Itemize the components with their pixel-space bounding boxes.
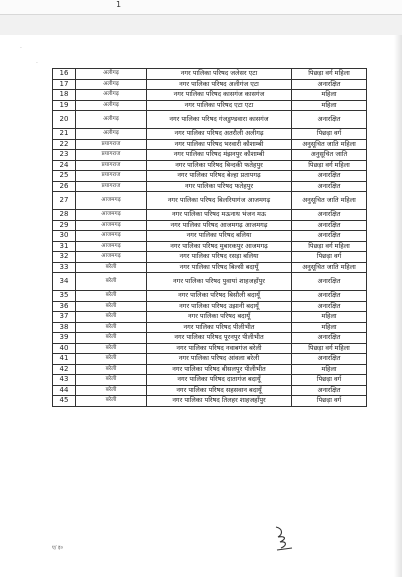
municipal-body-cell: नगर पालिका परिषद पीलीभीत	[147, 322, 292, 333]
reservation-category-cell: महिला	[292, 90, 367, 101]
table-row	[53, 354, 367, 365]
district-cell: बरेली	[76, 333, 147, 344]
scan-speck: ·	[20, 45, 22, 52]
row-number: 44	[53, 385, 76, 396]
district-cell: बरेली	[76, 354, 147, 365]
municipal-body-cell: नगर पालिका परिषद तिलहर शाहजहाँपुर	[147, 396, 292, 407]
table-row	[53, 252, 367, 263]
district-cell: आजमगढ़	[76, 252, 147, 263]
reservation-category-cell: अनारक्षित	[292, 79, 367, 90]
signature-mark	[270, 523, 300, 553]
municipal-body-cell: नगर पालिका परिषद बिसौली बदायूँ	[147, 291, 292, 302]
reservation-category-cell: अनारक्षित	[292, 291, 367, 302]
district-cell: आजमगढ़	[76, 210, 147, 221]
row-number: 39	[53, 333, 76, 344]
district-cell: बरेली	[76, 385, 147, 396]
table-row	[53, 273, 367, 291]
reservation-category-cell: पिछड़ा वर्ग महिला	[292, 69, 367, 80]
table-row	[53, 262, 367, 273]
reservation-category-cell: पिछड़ा वर्ग महिला	[292, 343, 367, 354]
district-cell: बरेली	[76, 343, 147, 354]
district-cell: आजमगढ़	[76, 192, 147, 210]
reservation-category-cell: अनारक्षित	[292, 273, 367, 291]
table-row	[53, 301, 367, 312]
district-cell: प्रयागराज	[76, 171, 147, 182]
district-cell: अलीगढ़	[76, 90, 147, 101]
municipal-body-cell: नगर पालिका परिषद जलेसर एटा	[147, 69, 292, 80]
district-cell: बरेली	[76, 322, 147, 333]
municipal-body-cell: नगर पालिका परिषद सहसवान बदायूँ	[147, 385, 292, 396]
reservation-category-cell: अनुसूचित जाति महिला	[292, 192, 367, 210]
row-number: 33	[53, 262, 76, 273]
page-right-edge	[394, 35, 402, 577]
row-number: 36	[53, 301, 76, 312]
municipal-body-cell: नगर पालिका परिषद आजमगढ़ आजमगढ़	[147, 220, 292, 231]
district-cell: अलीगढ़	[76, 111, 147, 129]
reservation-category-cell: अनुसूचित जाति	[292, 150, 367, 161]
row-number: 21	[53, 129, 76, 140]
row-number: 42	[53, 364, 76, 375]
row-number: 23	[53, 150, 76, 161]
table-row	[53, 241, 367, 252]
row-number: 35	[53, 291, 76, 302]
table-row	[53, 231, 367, 242]
row-number: 18	[53, 90, 76, 101]
district-cell: प्रयागराज	[76, 160, 147, 171]
table-row	[53, 129, 367, 140]
row-number: 20	[53, 111, 76, 129]
reservation-category-cell: पिछड़ा वर्ग	[292, 252, 367, 263]
municipal-body-cell: नगर पालिका परिषद बेल्हा प्रतापगढ़	[147, 171, 292, 182]
municipal-body-cell: नगर पालिका परिषद पुवायां शाहजहाँपुर	[147, 273, 292, 291]
district-cell: अलीगढ़	[76, 79, 147, 90]
district-cell: बरेली	[76, 375, 147, 386]
row-number: 31	[53, 241, 76, 252]
table-row	[53, 111, 367, 129]
district-cell: बरेली	[76, 291, 147, 302]
municipal-body-cell: नगर पालिका परिषद मऊनाथ भंजन मऊ	[147, 210, 292, 221]
reservation-category-cell: अनारक्षित	[292, 181, 367, 192]
district-cell: अलीगढ़	[76, 129, 147, 140]
municipal-body-cell: नगर पालिका परिषद दातागंज बदायूँ	[147, 375, 292, 386]
district-cell: प्रयागराज	[76, 139, 147, 150]
row-number: 41	[53, 354, 76, 365]
municipal-body-cell: नगर पालिका परिषद अलीगंज एटा	[147, 79, 292, 90]
municipal-body-cell: नगर पालिका परिषद मुबारकपुर आजमगढ़	[147, 241, 292, 252]
reservation-category-cell: पिछड़ा वर्ग	[292, 375, 367, 386]
reservation-category-cell: पिछड़ा वर्ग	[292, 396, 367, 407]
reservation-category-cell: अनारक्षित	[292, 171, 367, 182]
municipal-body-cell: नगर पालिका परिषद उझानी बदायूँ	[147, 301, 292, 312]
row-number: 17	[53, 79, 76, 90]
reservation-category-cell: अनारक्षित	[292, 111, 367, 129]
table-row	[53, 69, 367, 80]
municipal-body-cell: नगर पालिका परिषद नवाबगंज बरेली	[147, 343, 292, 354]
district-cell: आजमगढ़	[76, 241, 147, 252]
row-number: 25	[53, 171, 76, 182]
municipal-body-cell: नगर पालिका परिषद बिन्दकी फतेहपुर	[147, 160, 292, 171]
district-cell: अलीगढ़	[76, 100, 147, 111]
reservation-category-cell: अनुसूचित जाति महिला	[292, 139, 367, 150]
reservation-category-cell: पिछड़ा वर्ग	[292, 129, 367, 140]
table-row	[53, 100, 367, 111]
municipal-body-cell: नगर पालिका परिषद अतरौली अलीगढ़	[147, 129, 292, 140]
row-number: 27	[53, 192, 76, 210]
reservation-category-cell: महिला	[292, 364, 367, 375]
municipal-body-cell: नगर पालिका परिषद बिल्सी बदायूँ	[147, 262, 292, 273]
table-row	[53, 396, 367, 407]
reservation-category-cell: अनारक्षित	[292, 301, 367, 312]
district-cell: प्रयागराज	[76, 181, 147, 192]
row-number: 30	[53, 231, 76, 242]
municipal-body-cell: नगर पालिका परिषद मंझनपुर कौशाम्बी	[147, 150, 292, 161]
municipal-body-cell: नगर पालिका परिषद बीसलपुर पीलीभीत	[147, 364, 292, 375]
table-row	[53, 210, 367, 221]
page-gap	[0, 15, 402, 35]
table-row	[53, 181, 367, 192]
row-number: 24	[53, 160, 76, 171]
row-number: 37	[53, 312, 76, 323]
reservation-category-cell: पिछड़ा वर्ग महिला	[292, 160, 367, 171]
municipal-body-cell: नगर पालिका परिषद बदायूँ	[147, 312, 292, 323]
table-row	[53, 343, 367, 354]
municipal-body-cell: नगर पालिका परिषद कासगंज कासगंज	[147, 90, 292, 101]
table-row	[53, 322, 367, 333]
reservation-category-cell: अनारक्षित	[292, 333, 367, 344]
table-row	[53, 364, 367, 375]
municipal-body-cell: नगर पालिका परिषद गंजडुण्डवारा कासगंज	[147, 111, 292, 129]
row-number: 38	[53, 322, 76, 333]
district-cell: बरेली	[76, 312, 147, 323]
reservation-category-cell: महिला	[292, 322, 367, 333]
reservation-category-cell: अनुसूचित जाति महिला	[292, 262, 367, 273]
row-number: 29	[53, 220, 76, 231]
table-row	[53, 375, 367, 386]
table-row	[53, 312, 367, 323]
municipal-body-cell: नगर पालिका परिषद एटा एटा	[147, 100, 292, 111]
previous-page-strip	[0, 0, 402, 15]
row-number: 34	[53, 273, 76, 291]
scan-speck: ·	[36, 60, 38, 67]
municipal-body-cell: नगर पालिका परिषद आंवला बरेली	[147, 354, 292, 365]
reservation-table-body	[53, 69, 367, 407]
reservation-category-cell: पिछड़ा वर्ग महिला	[292, 241, 367, 252]
reservation-table	[52, 68, 367, 407]
table-row	[53, 333, 367, 344]
footer-note: ए/ इ०	[52, 545, 64, 551]
table-row	[53, 160, 367, 171]
reservation-category-cell: अनारक्षित	[292, 220, 367, 231]
district-cell: बरेली	[76, 301, 147, 312]
row-number: 43	[53, 375, 76, 386]
row-number: 40	[53, 343, 76, 354]
table-row	[53, 220, 367, 231]
table-row	[53, 192, 367, 210]
municipal-body-cell: नगर पालिका परिषद पूरनपुर पीलीभीत	[147, 333, 292, 344]
table-row	[53, 291, 367, 302]
previous-page-number: 1	[116, 0, 122, 9]
row-number: 16	[53, 69, 76, 80]
reservation-category-cell: अनारक्षित	[292, 354, 367, 365]
reservation-category-cell: अनारक्षित	[292, 385, 367, 396]
municipal-body-cell: नगर पालिका परिषद बलिया	[147, 231, 292, 242]
district-cell: आजमगढ़	[76, 231, 147, 242]
municipal-body-cell: नगर पालिका परिषद बिलरियागंज आजमगढ़	[147, 192, 292, 210]
row-number: 26	[53, 181, 76, 192]
row-number: 32	[53, 252, 76, 263]
row-number: 45	[53, 396, 76, 407]
reservation-category-cell: महिला	[292, 100, 367, 111]
row-number: 19	[53, 100, 76, 111]
municipal-body-cell: नगर पालिका परिषद रसड़ा बलिया	[147, 252, 292, 263]
table-row	[53, 139, 367, 150]
district-cell: बरेली	[76, 262, 147, 273]
district-cell: प्रयागराज	[76, 150, 147, 161]
table-row	[53, 150, 367, 161]
table-row	[53, 171, 367, 182]
district-cell: आजमगढ़	[76, 220, 147, 231]
district-cell: बरेली	[76, 364, 147, 375]
table-row	[53, 385, 367, 396]
table-row	[53, 90, 367, 101]
municipal-body-cell: नगर पालिका परिषद भरवारी कौशाम्बी	[147, 139, 292, 150]
district-cell: बरेली	[76, 396, 147, 407]
row-number: 28	[53, 210, 76, 221]
reservation-category-cell: महिला	[292, 312, 367, 323]
district-cell: बरेली	[76, 273, 147, 291]
district-cell: अलीगढ़	[76, 69, 147, 80]
table-row	[53, 79, 367, 90]
row-number: 22	[53, 139, 76, 150]
reservation-category-cell: अनारक्षित	[292, 210, 367, 221]
reservation-category-cell: अनारक्षित	[292, 231, 367, 242]
municipal-body-cell: नगर पालिका परिषद फतेहपुर	[147, 181, 292, 192]
